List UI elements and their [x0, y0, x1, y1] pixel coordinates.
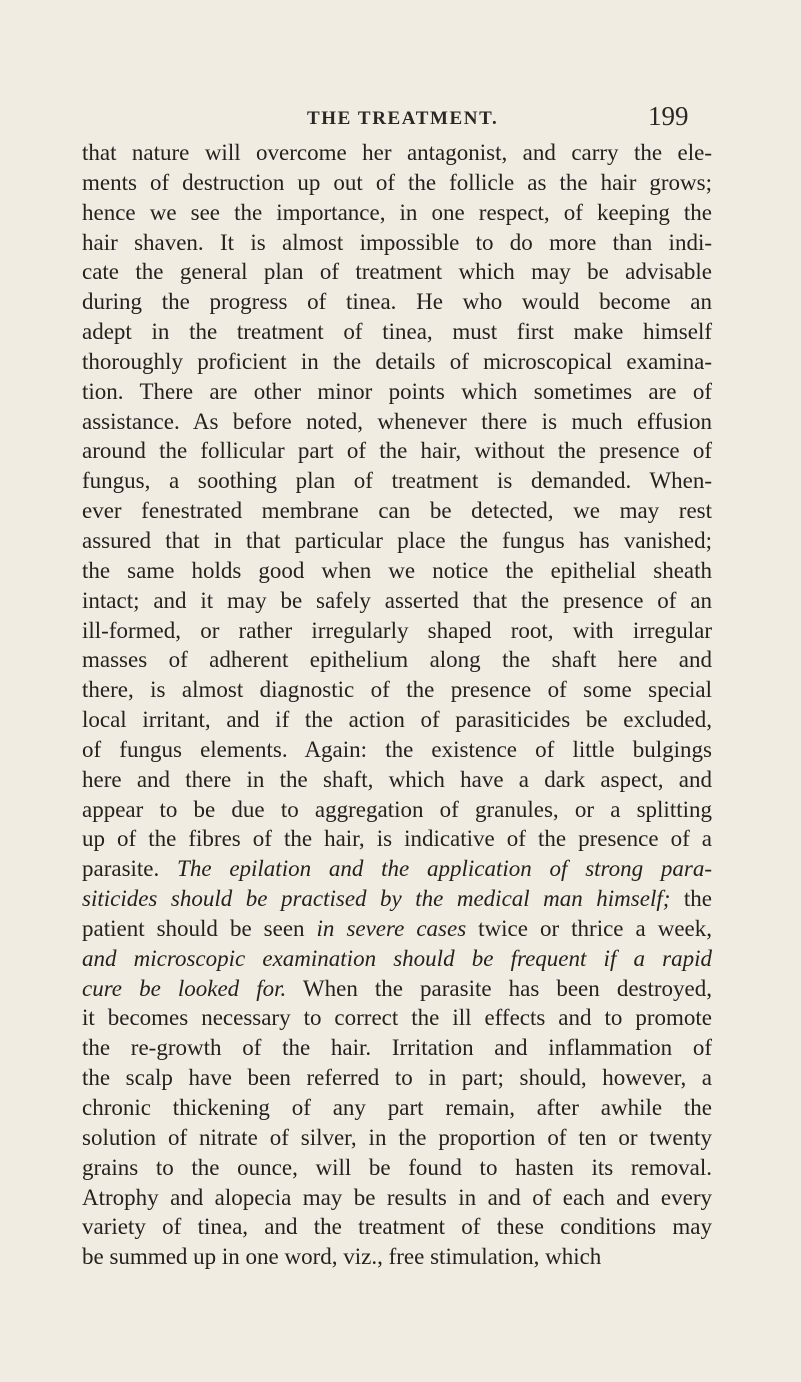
text-run: hair shaven. It is almost impossible to do more than indi-	[82, 229, 712, 255]
text-line	[82, 735, 712, 765]
text-run: fungus, a soothing plan of treatment is demanded. When-	[82, 468, 712, 494]
text-line	[82, 944, 712, 974]
italic-run: cure be looked for.	[82, 975, 287, 1001]
text-run: adept in the treatment of tinea, must first make himself	[82, 319, 712, 345]
italic-run: siticides should be practised by the medical man himself;	[82, 886, 671, 912]
text-line	[82, 1093, 712, 1123]
text-run: solution of nitrate of silver, in the proportion of ten or twenty	[82, 1124, 712, 1150]
text-line	[82, 1033, 712, 1063]
text-run: up of the fibres of the hair, is indicative of the presence of a	[82, 826, 712, 852]
text-line	[82, 228, 712, 258]
text-line	[82, 645, 712, 675]
text-line	[82, 914, 712, 944]
text-run: Atrophy and alopecia may be results in and of each and every	[82, 1184, 712, 1210]
text-run: be summed up in one word, viz., free stimulation, which	[82, 1244, 602, 1270]
text-run: parasite.	[82, 856, 178, 882]
text-run: intact; and it may be safely asserted that the presence of an	[82, 587, 712, 613]
text-line	[82, 1123, 712, 1153]
text-run: patient should be seen	[82, 915, 317, 941]
text-run: during the progress of tinea. He who would become an	[82, 289, 712, 315]
text-line	[82, 138, 712, 168]
italic-run: The epilation and the application of strong para-	[177, 856, 713, 882]
text-run: there, is almost diagnostic of the presence of some special	[82, 677, 712, 703]
text-run: it becomes necessary to correct the ill effects and to promote	[82, 1005, 712, 1031]
running-head: THE TREATMENT.	[307, 108, 499, 129]
text-line	[82, 854, 712, 884]
text-run: variety of tinea, and the treatment of these conditions may	[82, 1214, 712, 1240]
text-run: the same holds good when we notice the epithelial sheath	[82, 557, 712, 583]
text-run: here and there in the shaft, which have a dark aspect, and	[82, 766, 712, 792]
text-run: the scalp have been referred to in part; should, however, a	[82, 1065, 712, 1091]
text-line	[82, 586, 712, 616]
text-run: ill-formed, or rather irregularly shaped root, with irregular	[82, 617, 712, 643]
text-run: assured that in that particular place the fungus has vanished;	[82, 527, 712, 553]
text-line	[82, 257, 712, 287]
text-line	[82, 526, 712, 556]
text-run: ments of destruction up out of the follicle as the hair grows;	[82, 169, 712, 195]
text-line	[82, 1153, 712, 1183]
text-line	[82, 198, 712, 228]
text-line	[82, 675, 712, 705]
text-line	[82, 407, 712, 437]
text-line	[82, 1003, 712, 1033]
text-line	[82, 705, 712, 735]
text-line	[82, 287, 712, 317]
text-run: ever fenestrated membrane can be detected, we may rest	[82, 498, 712, 524]
text-line	[82, 1183, 712, 1213]
page-number: 199	[648, 101, 689, 131]
text-line	[82, 496, 712, 526]
text-line	[82, 436, 712, 466]
text-run: grains to the ounce, will be found to hasten its removal.	[82, 1154, 712, 1180]
text-run: the	[670, 886, 712, 912]
text-run: masses of adherent epithelium along the shaft here and	[82, 647, 712, 673]
italic-run: and microscopic examination should be frequent if a rapid	[82, 945, 712, 971]
text-line	[82, 377, 712, 407]
text-line	[82, 1242, 712, 1272]
text-line	[82, 168, 712, 198]
text-run: appear to be due to aggregation of granules, or a splitting	[82, 796, 712, 822]
text-line	[82, 556, 712, 586]
text-line	[82, 765, 712, 795]
text-run: thoroughly proficient in the details of microscopical examina-	[82, 348, 712, 374]
text-line	[82, 347, 712, 377]
text-line	[82, 1063, 712, 1093]
text-line	[82, 884, 712, 914]
text-line	[82, 1212, 712, 1242]
text-run: tion. There are other minor points which sometimes are of	[82, 378, 712, 404]
text-run: twice or thrice a week,	[466, 915, 712, 941]
text-run: When the parasite has been destroyed,	[286, 975, 712, 1001]
text-run: assistance. As before noted, whenever there is much effusion	[82, 408, 712, 434]
text-run: that nature will overcome her antagonist, and carry the ele-	[82, 140, 712, 165]
text-run: cate the general plan of treatment which may be advisable	[82, 259, 712, 285]
text-line	[82, 824, 712, 854]
text-line	[82, 795, 712, 825]
text-line	[82, 466, 712, 496]
italic-run: in severe cases	[316, 915, 467, 941]
text-run: of fungus elements. Again: the existence of little bulgings	[82, 736, 712, 762]
text-run: local irritant, and if the action of parasiticides be excluded,	[82, 707, 712, 733]
text-line	[82, 616, 712, 646]
body-text	[82, 138, 712, 1272]
text-run: the re-growth of the hair. Irritation and inflammation of	[82, 1035, 712, 1061]
text-run: chronic thickening of any part remain, after awhile the	[82, 1095, 712, 1120]
text-run: around the follicular part of the hair, without the presence of	[82, 438, 712, 464]
text-line	[82, 974, 712, 1004]
text-line	[82, 317, 712, 347]
text-run: hence we see the importance, in one respect, of keeping the	[82, 199, 712, 225]
